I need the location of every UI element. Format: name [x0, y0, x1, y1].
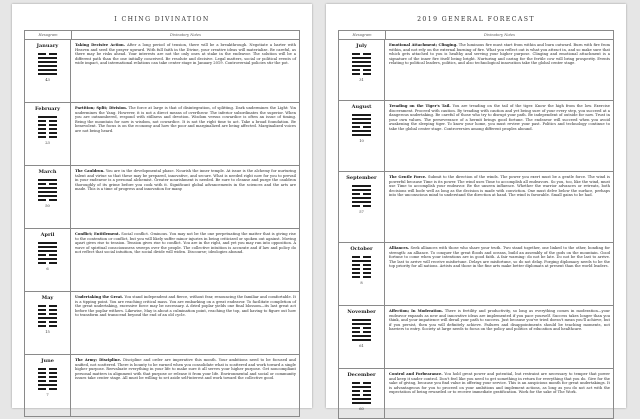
broken-line — [38, 199, 57, 201]
note-text: Social conflict. Ominous. You may not be the one perpetuating the matter that is giving rise to the contention or conflict, but you will likely suffer minor injuries in being criticized or spoken out against. Moving apart gives rise to tension. Tension gives rise to conflict. You are in the right, and yet you may run into opposition. A wave of spiritual consciousness sweeps over the people. The collective intuition is accurate and if law and policy do not reflect that social intuition, the social divide will widen. Discourse; ideologies abound. — [75, 232, 296, 255]
hexagram-icon — [352, 185, 371, 209]
note-heading: The Cauldron. — [75, 169, 105, 173]
broken-line — [38, 313, 57, 315]
table-row — [339, 306, 613, 369]
broken-line — [38, 305, 57, 307]
note-text: Discipline and order are imperative this month. Your ambitions need to be focused and unified, not scattered. There is bounty to be earned when you consolidate what is scattered and work toward a single higher purpose. Reevaluate everything in your life to make sure it all serves your higher purpose. Get noncompliant personal matters in alignment with that purpose or release it from your life. Environmental and social or community issues take center stage. All must be willing to set aside self-interest and work toward the collective good. — [75, 358, 296, 381]
broken-line — [38, 262, 57, 264]
note-heading: Partition; Split; Division. — [75, 106, 128, 110]
broken-line — [352, 276, 371, 278]
broken-line — [352, 69, 371, 71]
note-text: Submit to the direction of the winds. The power you exert must be a gentle force. The wind is powerful because Time is its power. The wind uses Time to accomplish all endeavors. So you, too, like the wind, must use Time to accomplish your endeavor. Be the unseen influence. Whether the warrior advances or retreats, both decisions will bode well as long as the decision is made with conviction. One must delve below the surface, perhaps into the unconscious mind to understand the direction at hand. The wind is favorable. Small gains to be had. — [389, 175, 610, 198]
hexagram-icon — [38, 242, 57, 266]
divinatory-note — [71, 103, 299, 165]
broken-line — [352, 205, 371, 207]
note-heading: Alliances. — [389, 246, 410, 250]
solid-line — [352, 323, 371, 325]
solid-line — [38, 258, 57, 260]
hexagram-icon — [38, 179, 57, 203]
hexagram-number: 31 — [359, 77, 364, 82]
hexagram-cell — [339, 40, 385, 100]
divinatory-note — [385, 369, 613, 418]
broken-line — [38, 372, 57, 374]
hexagram-icon — [352, 382, 371, 406]
note-text: You are in the developmental phase. Nourish the inner temple. At issue is the alchemy for nurturing talent and virtue so that these may be prepared, innovative, and secure. What is needed right now for you to prevail in your endeavor is a personal alchemist. Greater nourishment is needed. Be sure to cleanse and purge the cauldron thoroughly of its grime before you cook with it. Significant global advancements in the sciences and the arts are made. This is a time of progress and innovation for many. — [75, 169, 296, 192]
solid-line — [352, 197, 371, 199]
solid-line — [38, 250, 57, 252]
solid-line — [38, 65, 57, 67]
hexagram-cell — [339, 243, 385, 305]
divinatory-note — [71, 355, 299, 416]
table-row — [339, 172, 613, 243]
broken-line — [38, 183, 57, 185]
solid-line — [38, 179, 57, 181]
broken-line — [38, 53, 57, 55]
table-row — [25, 292, 299, 355]
broken-line — [38, 128, 57, 130]
month-label: September — [346, 175, 377, 181]
hexagram-number: 50 — [45, 203, 50, 208]
solid-line — [38, 61, 57, 63]
solid-line — [352, 189, 371, 191]
hexagram-cell — [25, 103, 71, 165]
divinatory-note — [385, 306, 613, 368]
broken-line — [38, 325, 57, 327]
hexagram-number: 23 — [45, 140, 50, 145]
month-label: November — [347, 309, 376, 315]
table-row — [25, 355, 299, 416]
solid-line — [352, 260, 371, 262]
broken-line — [38, 254, 57, 256]
solid-line — [352, 57, 371, 59]
month-label: March — [38, 169, 57, 175]
hexagram-cell — [25, 292, 71, 354]
hexagram-number: 43 — [45, 77, 50, 82]
solid-line — [352, 61, 371, 63]
broken-line — [352, 193, 371, 195]
hexagram-icon — [352, 319, 371, 343]
broken-line — [352, 382, 371, 384]
note-text: The force at large is that of disintegration, of splitting. Dark undermines the Light: Yin undermines the Yang. However, it is not a direct means of overthrow. The inferior subordinates the superior. When you are outnumbered, respond with stillness and devotion. Wisdom versus cowardice is often an issue of timing. Being the mountain for now is wisdom, not cowardice. It is not the right time to act. Take a broad foundation. Be benevolent. The focus is on the economy and how the poor and marginalized are being affected. Marginalized voices are not being heard. — [75, 106, 296, 133]
solid-line — [38, 116, 57, 118]
solid-line — [38, 191, 57, 193]
note-heading: The Army; Discipline. — [75, 358, 122, 362]
hexagram-icon — [352, 53, 371, 77]
notes-column-header: Divinatory Notes — [170, 33, 201, 37]
table-header — [339, 31, 613, 40]
divinatory-note — [71, 292, 299, 354]
solid-line — [38, 317, 57, 319]
note-text: There is fertility and productivity, so long as everything comes in moderation—your endeavor expands as new and innovative ideas are implemented if you pace yourself. Success takes longer than you think, and your impatience will derail your path to success. Just because you've tried doesn't mean you'll achieve, but if you persist, then you will definitely achieve. Failures and disappointments should be teaching moments, not barriers to entry. Society at large needs to focus on the policy and politics of education and healthcare. — [389, 309, 610, 332]
note-heading: Undertaking the Great. — [75, 295, 124, 299]
note-heading: The Gentle Force. — [389, 175, 427, 179]
hexagram-cell — [25, 40, 71, 102]
right-page — [326, 4, 626, 411]
hexagram-number: 8 — [360, 280, 363, 285]
hexagram-table — [338, 30, 614, 419]
note-heading: Treading on the Tiger's Tail. — [389, 104, 451, 108]
broken-line — [38, 388, 57, 390]
solid-line — [38, 384, 57, 386]
solid-line — [352, 201, 371, 203]
broken-line — [352, 268, 371, 270]
hexagram-icon — [38, 53, 57, 77]
month-label: June — [41, 358, 54, 364]
solid-line — [38, 195, 57, 197]
broken-line — [38, 132, 57, 134]
broken-line — [38, 309, 57, 311]
broken-line — [38, 136, 57, 138]
table-row — [25, 40, 299, 103]
page-title: 2019 GENERAL FORECAST — [417, 16, 535, 23]
broken-line — [352, 327, 371, 329]
solid-line — [352, 185, 371, 187]
broken-line — [352, 272, 371, 274]
broken-line — [38, 124, 57, 126]
hexagram-column-header: Hexagram — [339, 31, 386, 39]
note-heading: Control and Forbearance. — [389, 372, 443, 376]
note-text: You hold great power and potential, but restraint are necessary to temper that power and keep it under control. Don't feel like you need to get something in return for everything that you do. Give for the sake of giving, because you find value in offering your service. This is an auspicious month for great undertakings. It is advantageous for you to proceed on your ambitions and implement actions, as long as you do not act with the expectation of being rewarded or to receive immediate gratification. Work for the sake of The Work. — [389, 372, 610, 395]
broken-line — [38, 376, 57, 378]
solid-line — [38, 187, 57, 189]
solid-line — [352, 386, 371, 388]
broken-line — [352, 126, 371, 128]
broken-line — [352, 264, 371, 266]
solid-line — [352, 130, 371, 132]
broken-line — [352, 53, 371, 55]
solid-line — [352, 122, 371, 124]
solid-line — [352, 339, 371, 341]
broken-line — [352, 73, 371, 75]
left-page — [12, 4, 312, 408]
table-row — [339, 101, 613, 172]
broken-line — [38, 120, 57, 122]
broken-line — [38, 380, 57, 382]
table-row — [339, 243, 613, 306]
hexagram-cell — [339, 306, 385, 368]
solid-line — [352, 134, 371, 136]
table-header — [25, 31, 299, 40]
note-heading: Taking Decisive Action. — [75, 43, 125, 47]
hexagram-column-header: Hexagram — [25, 31, 72, 39]
broken-line — [352, 331, 371, 333]
divinatory-note — [385, 40, 613, 100]
note-heading: Conflict; Entitlement. — [75, 232, 120, 236]
hexagram-number: 6 — [46, 266, 49, 271]
solid-line — [38, 242, 57, 244]
divinatory-note — [71, 166, 299, 228]
month-label: July — [356, 43, 367, 49]
solid-line — [352, 319, 371, 321]
table-row — [25, 103, 299, 166]
broken-line — [38, 368, 57, 370]
note-text: After a long period of tension, there will be a breakthrough. Negotiate a barter with Heaven and seed the prayer upward. With full faith in the Divine, your creative ideas will materialize. Be careful, as there may be risks ahead. Your interests are not the only ones at stake in the endeavor. The solution will be a different path than the one initially conceived. Be resolute and decisive. Legal matters, social or political events of wide impact, and international relations can take center stage in January 2019. Controversial policies stir the pot. — [75, 43, 296, 66]
broken-line — [352, 394, 371, 396]
hexagram-number: 60 — [359, 406, 364, 411]
solid-line — [352, 335, 371, 337]
note-heading: Emotional Attachment; Clinging. — [389, 43, 458, 47]
month-label: October — [350, 246, 373, 252]
note-text: You stand independent and fierce, without fear, renouncing the familiar and comfortable. It is a tipping point. You are reaching critical mass. You are embarking on a great endeavor. To facilitate completion of the great undertaking, excessive force may be necessary. A dried poplar yields one final blossom—its last great act before the poplar withers. Likewise, May is about a culmination point, reaching the top, and having to figure out how to transform and transcend beyond the end of an old cycle. — [75, 295, 296, 318]
table-row — [25, 229, 299, 292]
hexagram-table — [24, 30, 300, 417]
month-label: August — [351, 104, 372, 110]
hexagram-cell — [25, 229, 71, 291]
hexagram-cell — [25, 355, 71, 416]
hexagram-icon — [352, 256, 371, 280]
note-text: The luminous fire must start from within and burn outward. Burn with fire from within, and not rely on the external burning of fire. What you reflect out is what you attract in, and so make sure that which gets attached to you is healthy and serving your higher purpose. Clinging and emotional attachment is a signature of the inner fire itself being bright. Nurturing and caring for the fertile cow will bring prosperity. Events relating to political leaders, politics, and also technological innovation take the global center stage. — [389, 43, 610, 66]
month-label: May — [41, 295, 54, 301]
solid-line — [38, 57, 57, 59]
month-label: February — [34, 106, 60, 112]
hexagram-number: 15 — [45, 329, 50, 334]
hexagram-icon — [352, 114, 371, 138]
solid-line — [38, 69, 57, 71]
solid-line — [38, 246, 57, 248]
hexagram-number: 10 — [359, 138, 364, 143]
solid-line — [352, 65, 371, 67]
month-label: April — [40, 232, 55, 238]
broken-line — [352, 256, 371, 258]
notes-column-header: Divinatory Notes — [484, 33, 515, 37]
note-heading: Affection; In Moderation. — [389, 309, 443, 313]
divinatory-note — [71, 229, 299, 291]
hexagram-number: 7 — [46, 392, 49, 397]
divinatory-note — [385, 243, 613, 305]
hexagram-icon — [38, 368, 57, 392]
divinatory-note — [71, 40, 299, 102]
hexagram-cell — [25, 166, 71, 228]
solid-line — [352, 402, 371, 404]
month-label: December — [347, 372, 376, 378]
page-title: I CHING DIVINATION — [114, 16, 210, 23]
hexagram-cell — [339, 369, 385, 418]
hexagram-number: 61 — [359, 343, 364, 348]
solid-line — [38, 73, 57, 75]
note-text: You are treading on the tail of the tiger. Know the high from the low. Exercise discernment. Proceed with caution. By treading with caution and yet being sure of your every step, you succeed at a dangerous undertaking. Be careful of those who try to disrupt your path. Be independent of outside for now. Trust in your own values. The perseverance of a hermit brings good fortune. The endeavor will succeed when you avoid awakening the sleeping tiger. To know your home, you must review your past. Politics and technology continue to take the global center stage. Controversies among different peoples abound. — [389, 104, 610, 131]
solid-line — [352, 118, 371, 120]
note-text: Seek alliances with those who share your truth. Two stand together, one linked to the other, bonding for strength: an alliance. To conquer the great floods and oceans, build an assembly of the gods on the mountain. Good fortune to come when your intentions are in good faith. A fair warning: do not be late. Do not be the last to arrive. The last to arrive will receive misfortune. Delays are misfortune, so do not delay. Forging diplomacy needs to be the top priority for all nations. Artists and those in the fine arts make better diplomats at present than the world leaders. — [389, 246, 610, 269]
hexagram-icon — [38, 305, 57, 329]
hexagram-icon — [38, 116, 57, 140]
month-label: January — [36, 43, 59, 49]
hexagram-cell — [339, 172, 385, 242]
hexagram-number: 57 — [359, 209, 364, 214]
solid-line — [352, 398, 371, 400]
table-row — [339, 40, 613, 101]
table-row — [25, 166, 299, 229]
broken-line — [352, 390, 371, 392]
hexagram-cell — [339, 101, 385, 171]
broken-line — [38, 321, 57, 323]
solid-line — [352, 114, 371, 116]
table-row — [339, 369, 613, 418]
divinatory-note — [385, 101, 613, 171]
divinatory-note — [385, 172, 613, 242]
